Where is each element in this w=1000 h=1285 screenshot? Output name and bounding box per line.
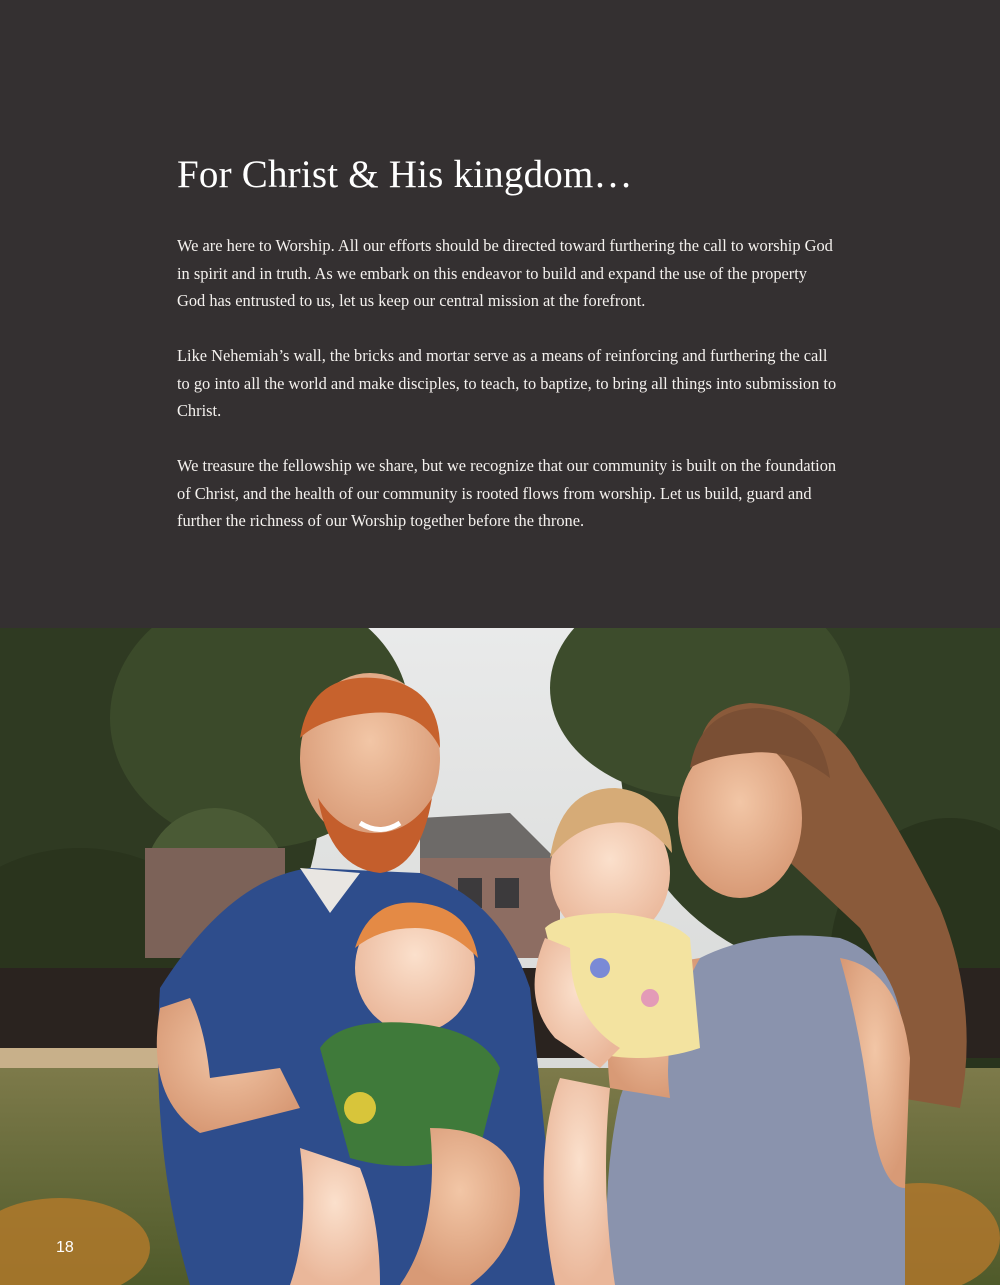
paragraph-fellowship: We treasure the fellowship we share, but we recognize that our community is built on the foundation of Christ, and the health of our community is rooted flows from worship. Let us build, guard and further the richness of our Worship together before the throne.	[177, 456, 837, 530]
family-photo	[0, 628, 1000, 1285]
paragraph-worship: We are here to Worship. All our efforts should be directed toward furthering the call to worship God in spirit and in truth. As we embark on this endeavor to build and expand the use of the property God has entrusted to us, let us keep our central mission at the forefront.	[177, 236, 833, 310]
dark-text-panel	[0, 0, 1000, 628]
family-photo-illustration	[0, 628, 1000, 1285]
page-number: 18	[56, 1239, 74, 1256]
body-text	[177, 232, 837, 562]
page-heading: For Christ & His kingdom…	[177, 153, 633, 196]
paragraph-nehemiah: Like Nehemiah’s wall, the bricks and mortar serve as a means of reinforcing and furthering the call to go into all the world and make disciples, to teach, to baptize, to bring all things into submission to Christ.	[177, 346, 837, 420]
